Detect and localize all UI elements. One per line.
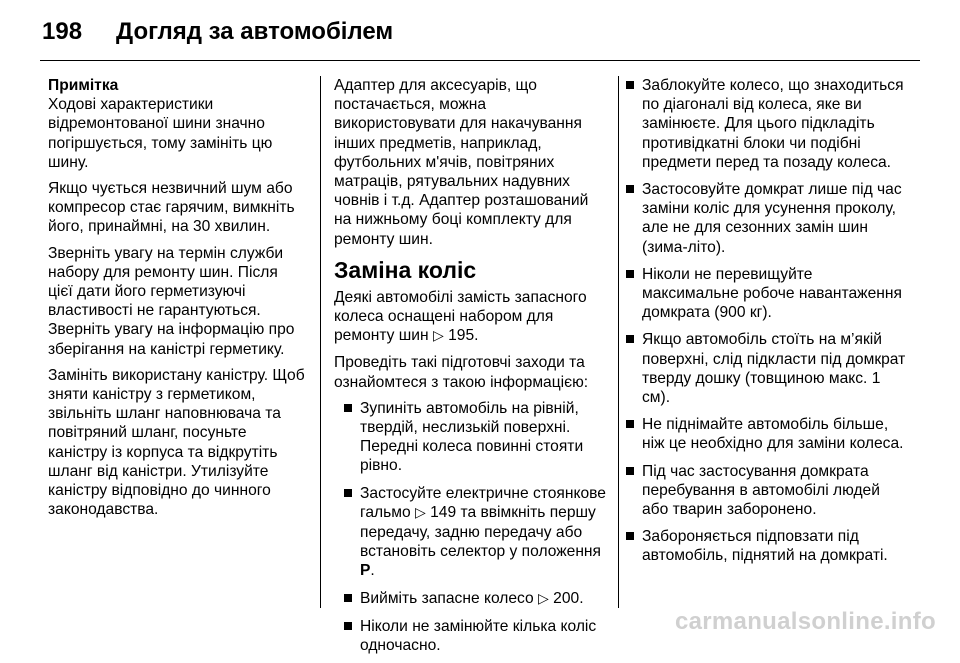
list-item: Вийміть запасне колесо ▷ 200. [342,589,606,609]
square-bullet-icon [344,404,352,412]
triangle-right-icon: ▷ [414,504,426,521]
note-text: Ходові характеристики відремонтованої шини значно погіршується, тому замініть цю шину. [48,96,273,171]
column-3 [624,76,908,574]
reference-link[interactable]: 149 [430,503,457,521]
paragraph-spare-wheel [334,288,606,347]
square-bullet-icon [626,270,634,278]
list-item: Застосовуйте домкрат лише під час заміни коліс для усунення проколу, але не для сезонних замін шин (зима-літо). [624,180,908,257]
list-item: Ніколи не перевищуйте максимальне робоче навантаження домкрата (900 кг). [624,265,908,323]
paragraph-replace-canister: Замініть використану каністру. Щоб зняти каністру з герметиком, звільніть шланг наповнювача та повітряний шланг, посуньте каністру із корпуса та відкрутіть шланг від каністри. Утилізуйте каністру відповідно до чинного законодавства. [48,366,305,519]
triangle-right-icon: ▷ [538,590,549,607]
square-bullet-icon [626,335,634,343]
square-bullet-icon [344,622,352,630]
paragraph-spare-wheel-text: Деякі автомобілі замість запасного колеса оснащені набором для ремонту шин [334,288,587,345]
section-title: Заміна коліс [334,256,477,283]
page-number: 198 [42,18,83,45]
note-title: Примітка [48,77,119,94]
column-divider-2 [618,76,619,608]
preparation-list [334,399,606,655]
column-1 [48,76,306,526]
triangle-right-icon: ▷ [432,328,444,345]
paragraph-noise: Якщо чується незвичний шум або компресор стає гарячим, вимкніть його, принаймні, на 30 хвилин. [48,180,295,236]
square-bullet-icon [626,467,634,475]
column-divider-1 [320,76,321,608]
list-item: Зупиніть автомобіль на рівній, твердій, неслизькій поверхні. Передні колеса повинні стояти рівно. [342,399,606,476]
square-bullet-icon [626,81,634,89]
safety-list [624,76,908,566]
square-bullet-icon [344,489,352,497]
reference-link[interactable]: 195. [448,327,479,345]
paragraph-preparation: Проведіть такі підготовчі заходи та ознайомтеся з такою інформацією: [334,354,589,391]
square-bullet-icon [344,594,352,602]
list-item: Забороняється підповзати під автомобіль, піднятий на домкраті. [624,527,908,565]
list-item: Заблокуйте колесо, що знаходиться по діагоналі від колеса, яке ви замінюєте. Для цього підкладіть противідкатні блоки чи подібні предмети перед та позаду колеса. [624,76,908,172]
square-bullet-icon [626,185,634,193]
list-item: Застосуйте електричне стоянкове гальмо ▷ 149 та ввімкніть першу передачу, задню передачу або встановіть селектор у положення P. [342,484,606,581]
list-item: Під час застосування домкрата перебування в автомобілі людей або тварин заборонено. [624,462,908,520]
list-item: Не піднімайте автомобіль більше, ніж це необхідно для заміни колеса. [624,415,908,453]
gear-position: P [360,562,371,580]
list-item: Ніколи не замінюйте кілька коліс одночасно. [342,617,606,655]
paragraph-expiry: Зверніть увагу на термін служби набору для ремонту шин. Після цієї дати його герметизуючі властивості не гарантуються. Зверніть увагу на інформацію про зберігання на каністрі герметику. [48,244,295,358]
page-title: Догляд за автомобілем [116,18,394,45]
reference-link[interactable]: 200. [553,589,584,607]
page-header [42,12,920,52]
paragraph-adapter: Адаптер для аксесуарів, що постачається, можна використовувати для накачування інших предметів, наприклад, футбольних м'ячів, повітряних матраців, рятувальних надувних човнів і т.д. Адаптер розташований на нижньому боці комплекту для ремонту шин. [334,77,589,248]
list-item: Якщо автомобіль стоїть на м’якій поверхні, слід підкласти під домкрат тверду дошку (товщиною макс. 1 см). [624,330,908,407]
watermark: carmanualsonline.info [674,608,936,635]
column-2 [334,76,606,663]
square-bullet-icon [626,420,634,428]
header-rule [40,60,920,61]
square-bullet-icon [626,532,634,540]
